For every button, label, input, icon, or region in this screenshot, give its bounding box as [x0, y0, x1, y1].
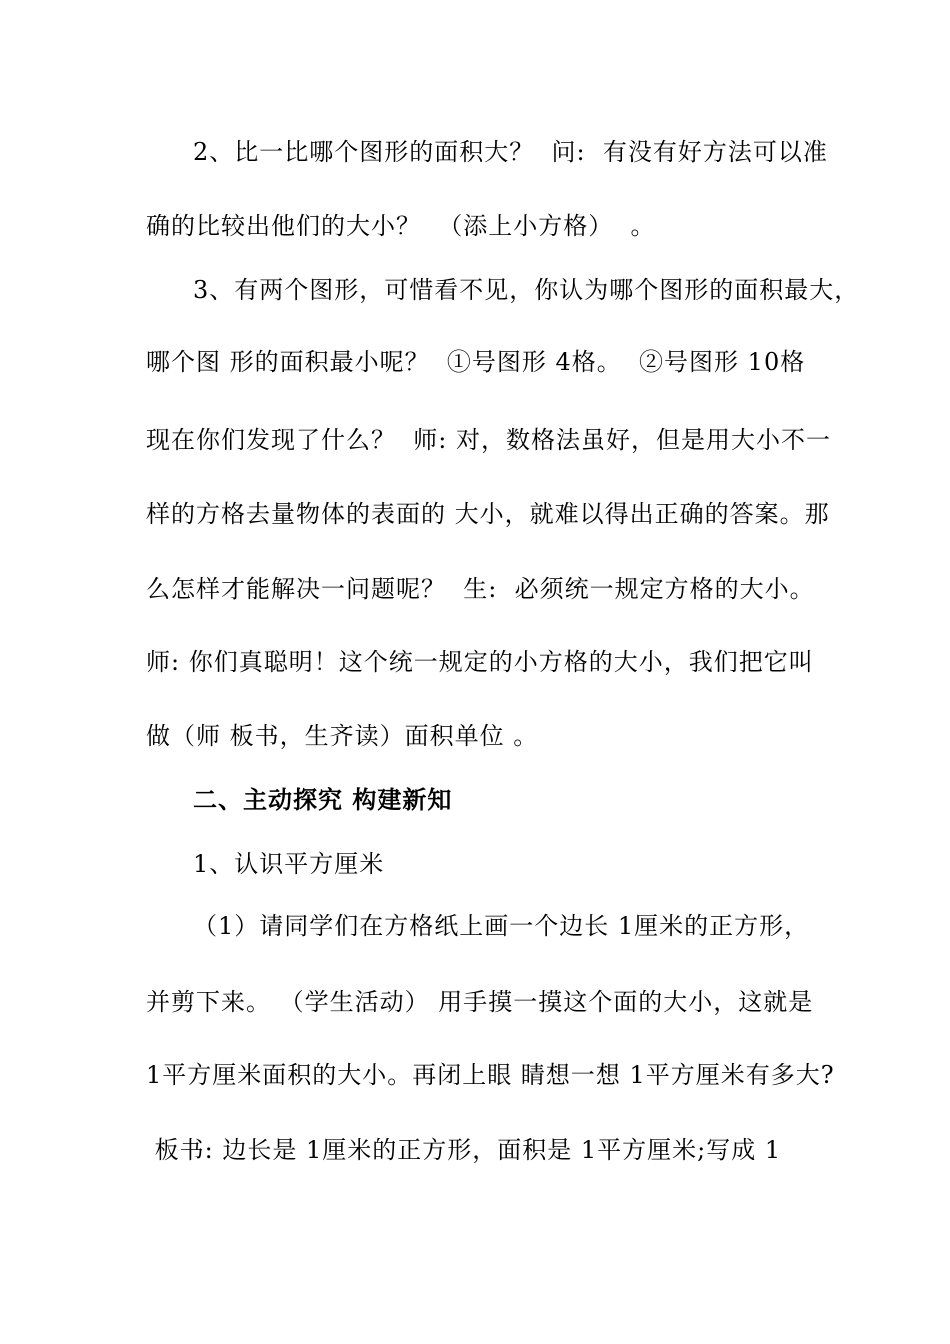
text-line: 样的方格去量物体的表面的 大小，就难以得出正确的答案。那 — [146, 500, 830, 528]
text-line: 哪个图 形的面积最小呢？ ①号图形 4格。 ②号图形 10格 — [146, 348, 806, 376]
subsection-heading: 1、认识平方厘米 — [193, 850, 385, 878]
text-line: 3、有两个图形，可惜看不见，你认为哪个图形的面积最大， — [193, 276, 860, 304]
text-line: 板书: 边长是 1厘米的正方形，面积是 1平方厘米;写成 1 — [146, 1136, 782, 1164]
text-line: 2、比一比哪个图形的面积大？ 问: 有没有好方法可以准 — [193, 138, 828, 166]
text-line: 做（师 板书，生齐读）面积单位 。 — [146, 722, 539, 750]
text-line: 么怎样才能解决一问题呢？ 生: 必须统一规定方格的大小。 — [146, 575, 815, 603]
text-line: 1平方厘米面积的大小。再闭上眼 睛想一想 1平方厘米有多大? — [146, 1061, 835, 1089]
section-heading: 二、主动探究 构建新知 — [193, 786, 453, 814]
text-line: 现在你们发现了什么？ 师: 对，数格法虽好，但是用大小不一 — [146, 426, 831, 454]
text-line: （1）请同学们在方格纸上画一个边长 1厘米的正方形， — [193, 912, 810, 940]
text-line: 师: 你们真聪明！这个统一规定的小方格的大小，我们把它叫 — [146, 648, 814, 676]
text-line: 并剪下来。 （学生活动） 用手摸一摸这个面的大小，这就是 — [146, 988, 814, 1016]
text-line: 确的比较出他们的大小？ （添上小方格） 。 — [146, 212, 656, 240]
